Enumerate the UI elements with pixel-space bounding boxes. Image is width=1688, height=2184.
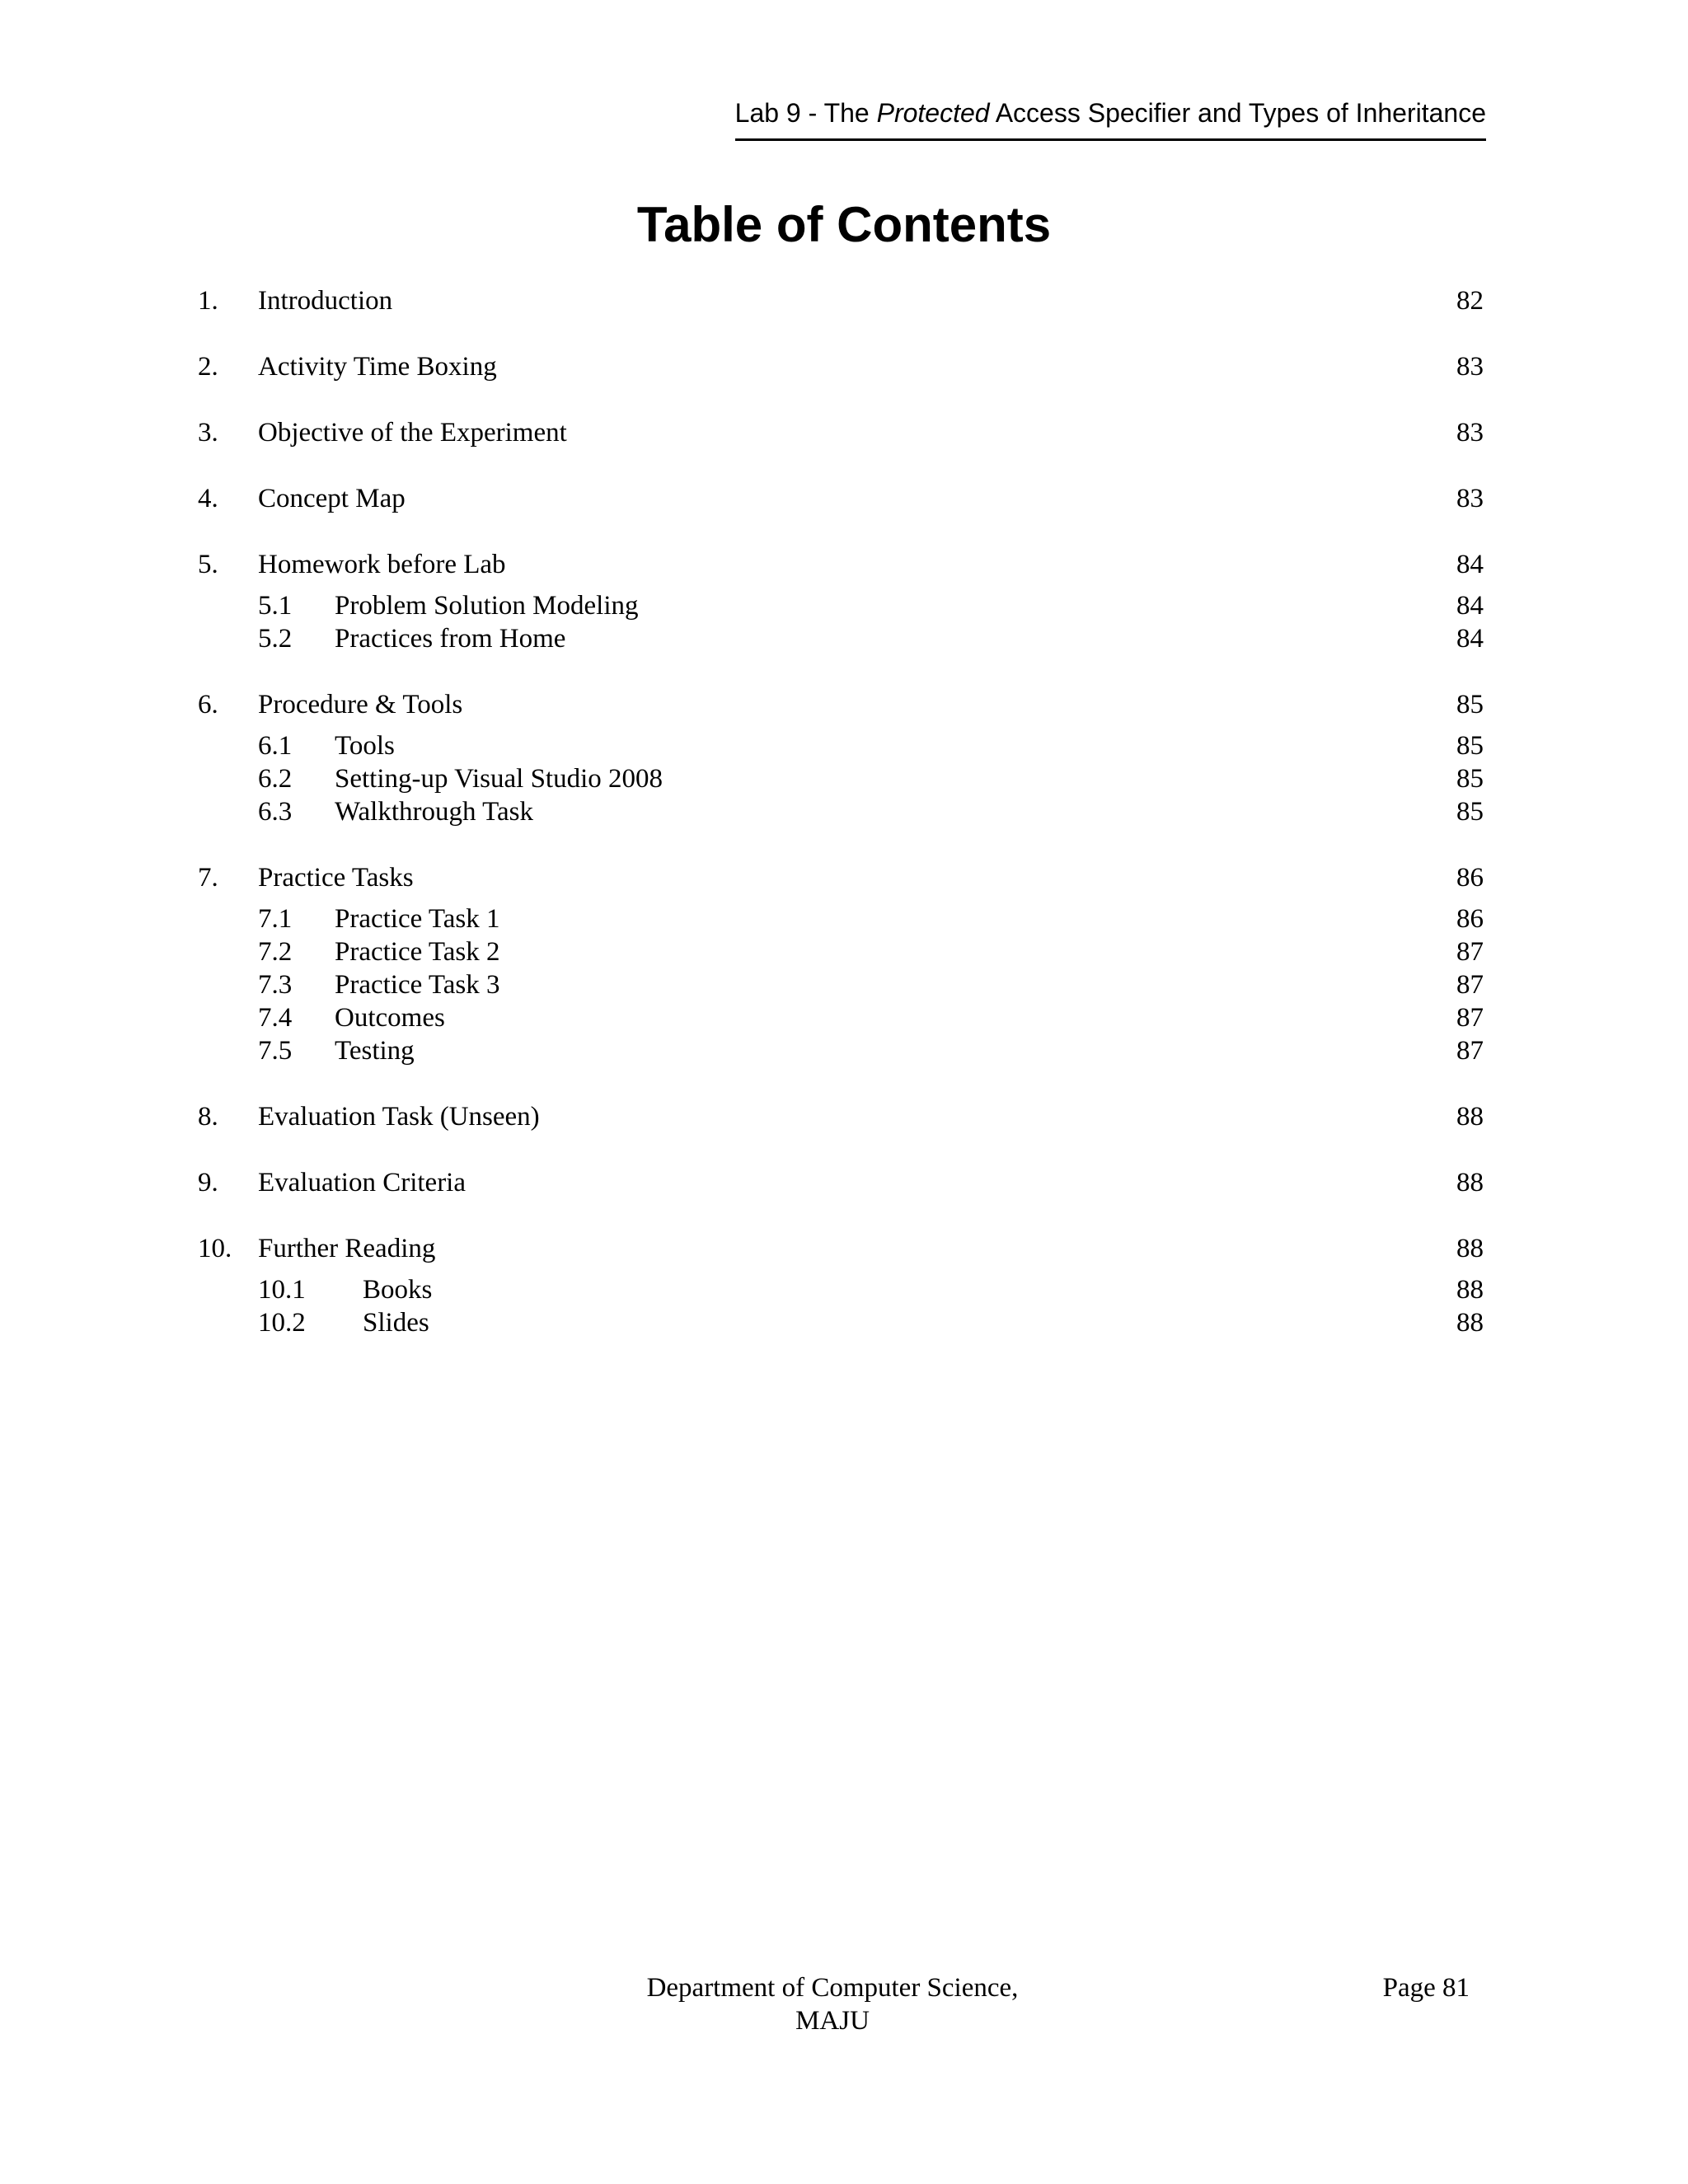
header-prefix: Lab 9 - The — [734, 98, 877, 128]
toc-entry[interactable] — [198, 861, 1484, 894]
toc-entry-label: Evaluation Criteria — [258, 1168, 466, 1197]
toc-subentry-label: Practice Task 1 — [335, 904, 500, 934]
toc-entry[interactable] — [198, 1166, 1484, 1199]
toc-entry-number: 9. — [198, 1168, 218, 1197]
toc-subentry-number: 10.2 — [258, 1308, 306, 1338]
toc-entry-number: 2. — [198, 352, 218, 382]
toc-subentry-page: 85 — [1456, 731, 1484, 761]
toc-entry-number: 5. — [198, 550, 218, 579]
toc-entry-page: 82 — [1456, 286, 1484, 316]
toc-entry-label: Activity Time Boxing — [258, 352, 497, 382]
toc-subentry-number: 6.1 — [258, 731, 293, 761]
header-italic: Protected — [876, 98, 990, 128]
toc-subentry-label: Practices from Home — [335, 624, 566, 654]
toc-entry-number: 8. — [198, 1102, 218, 1132]
toc-subentry-number: 7.4 — [258, 1003, 293, 1033]
toc-entry[interactable] — [198, 548, 1484, 581]
toc-entry-page: 88 — [1456, 1168, 1484, 1197]
toc-entry-number: 7. — [198, 863, 218, 893]
toc-subentry-number: 7.1 — [258, 904, 293, 934]
toc-subentry-page: 84 — [1456, 591, 1484, 621]
toc-entry-page: 83 — [1456, 418, 1484, 448]
toc-subentry-page: 85 — [1456, 764, 1484, 794]
toc-entry[interactable] — [198, 416, 1484, 449]
toc-entry-page: 84 — [1456, 550, 1484, 579]
toc-subentry[interactable] — [198, 589, 1484, 622]
toc-entry[interactable] — [198, 1232, 1484, 1265]
toc-subentry-label: Outcomes — [335, 1003, 445, 1033]
toc-entry-label: Evaluation Task (Unseen) — [258, 1102, 540, 1132]
toc-subentry-page: 87 — [1456, 937, 1484, 967]
toc-subentry[interactable] — [198, 795, 1484, 828]
toc-subentry-label: Problem Solution Modeling — [335, 591, 639, 621]
page-title: Table of Contents — [636, 197, 1052, 252]
toc-subentry-number: 5.1 — [258, 591, 293, 621]
toc-subentry[interactable] — [198, 1034, 1484, 1067]
toc-entry-page: 86 — [1456, 863, 1484, 893]
toc-subentry-label: Setting-up Visual Studio 2008 — [335, 764, 663, 794]
toc-subentry[interactable] — [198, 1306, 1484, 1339]
toc-subentry-number: 6.3 — [258, 797, 293, 827]
toc-entry-label: Homework before Lab — [258, 550, 506, 579]
toc-subentry-page: 88 — [1456, 1308, 1484, 1338]
toc-entry-page: 88 — [1456, 1102, 1484, 1132]
toc-subentry-label: Slides — [363, 1308, 429, 1338]
toc-entry[interactable] — [198, 284, 1484, 317]
toc-subentry-label: Testing — [335, 1036, 415, 1066]
toc-subentry-number: 7.3 — [258, 970, 293, 1000]
toc-subentry-page: 86 — [1456, 904, 1484, 934]
toc-subentry-label: Books — [363, 1275, 433, 1305]
toc-subentry[interactable] — [198, 1273, 1484, 1306]
toc-entry-page: 83 — [1456, 484, 1484, 513]
toc-subentry[interactable] — [198, 729, 1484, 762]
toc-subentry[interactable] — [198, 902, 1484, 935]
toc-subentry[interactable] — [198, 935, 1484, 968]
toc-entry-page: 83 — [1456, 352, 1484, 382]
toc-entry-number: 1. — [198, 286, 218, 316]
header-suffix: Access Specifier and Types of Inheritance — [989, 98, 1486, 128]
toc-entry-label: Practice Tasks — [258, 863, 414, 893]
toc-entry-label: Introduction — [258, 286, 393, 316]
toc-entry[interactable] — [198, 688, 1484, 721]
table-of-contents — [198, 284, 1484, 1339]
toc-entry[interactable] — [198, 1100, 1484, 1133]
toc-subentry[interactable] — [198, 622, 1484, 655]
toc-entry-label: Procedure & Tools — [258, 690, 463, 719]
toc-subentry-number: 7.5 — [258, 1036, 293, 1066]
toc-entry-label: Objective of the Experiment — [258, 418, 567, 448]
footer-page-number: Page 81 — [1382, 1973, 1470, 2003]
toc-entry-label: Concept Map — [258, 484, 406, 513]
toc-subentry-page: 87 — [1456, 970, 1484, 1000]
footer-department: Department of Computer Science, MAJU — [646, 1973, 1019, 2036]
toc-subentry-number: 10.1 — [258, 1275, 306, 1305]
toc-subentry-label: Practice Task 2 — [335, 937, 500, 967]
toc-entry-number: 10. — [198, 1234, 232, 1263]
toc-subentry-label: Walkthrough Task — [335, 797, 533, 827]
toc-subentry-page: 85 — [1456, 797, 1484, 827]
toc-subentry-page: 84 — [1456, 624, 1484, 654]
toc-entry-page: 85 — [1456, 690, 1484, 719]
toc-subentry[interactable] — [198, 1001, 1484, 1034]
toc-subentry-page: 87 — [1456, 1036, 1484, 1066]
toc-subentry-number: 5.2 — [258, 624, 293, 654]
toc-entry-number: 6. — [198, 690, 218, 719]
toc-entry-number: 3. — [198, 418, 218, 448]
toc-entry-number: 4. — [198, 484, 218, 513]
toc-entry-page: 88 — [1456, 1234, 1484, 1263]
toc-entry-label: Further Reading — [258, 1234, 436, 1263]
toc-subentry[interactable] — [198, 968, 1484, 1001]
toc-subentry-number: 7.2 — [258, 937, 293, 967]
toc-subentry-page: 87 — [1456, 1003, 1484, 1033]
toc-subentry-page: 88 — [1456, 1275, 1484, 1305]
toc-entry[interactable] — [198, 482, 1484, 515]
toc-subentry-label: Practice Task 3 — [335, 970, 500, 1000]
running-header — [735, 97, 1486, 141]
toc-subentry-number: 6.2 — [258, 764, 293, 794]
toc-subentry[interactable] — [198, 762, 1484, 795]
toc-entry[interactable] — [198, 350, 1484, 383]
toc-subentry-label: Tools — [335, 731, 395, 761]
